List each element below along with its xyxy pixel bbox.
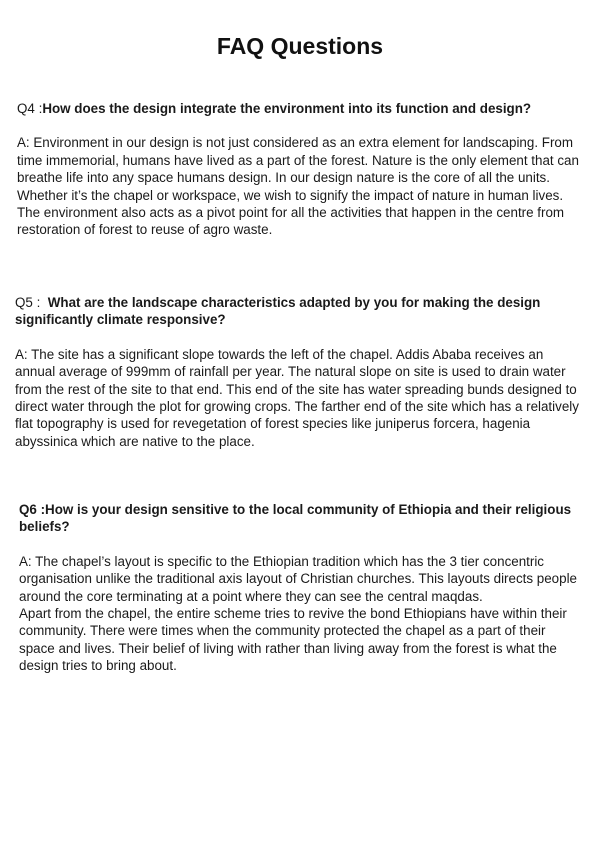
question-text: How does the design integrate the environment into its function and design? xyxy=(42,101,532,116)
faq-answer: A: Environment in our design is not just considered as an extra element for landscaping. From time immemorial, humans have lived as a part of the forest. Nature is the only element that can breathe life into any space humans design. In our design nature is the core of all the units. Whether it’s the chapel or workspace, we wish to signify the impact of nature in human lives. The environment also acts as a pivot point for all the activities that happen in the centre from restoration of forest to reuse of agro waste. xyxy=(17,135,579,238)
faq-answer-continued: Apart from the chapel, the entire scheme tries to revive the bond Ethiopians have within their community. There were times when the community protected the chapel as a part of their space and lives. Their belief of living with rather than living away from the forest is what the design tries to bring about. xyxy=(19,606,567,674)
question-number: Q5 : xyxy=(15,295,48,310)
question-text: What are the landscape characteristics adapted by you for making the design significantly climate responsive? xyxy=(15,295,541,328)
faq-item-q5 xyxy=(15,294,583,450)
faq-question xyxy=(17,100,583,117)
faq-item-q4 xyxy=(17,100,583,239)
faq-answer: A: The site has a significant slope towards the left of the chapel. Addis Ababa receives an annual average of 999mm of rainfall per year. The natural slope on site is used to drain water from the rest of the site to that end. This end of the site has water spreading bunds designed to direct water through the plot for growing crops. The farther end of the site which has a relatively flat topography is used for revegetation of forest species like juniperus forcera, hagenia abyssinica which are native to the place. xyxy=(15,346,579,449)
faq-item-q6 xyxy=(19,501,583,675)
question-number: Q6 : xyxy=(19,502,46,517)
faq-question xyxy=(19,501,583,536)
question-number: Q4 : xyxy=(17,101,43,116)
faq-answer: A: The chapel’s layout is specific to the Ethiopian tradition which has the 3 tier concentric organisation unlike the traditional axis layout of Christian churches. This layouts directs people around the core terminating at a point where they can see the central maqdas. xyxy=(19,553,577,604)
page-title: FAQ Questions xyxy=(216,33,384,59)
faq-question xyxy=(15,294,583,329)
question-text: How is your design sensitive to the local community of Ethiopia and their religious beliefs? xyxy=(19,502,572,535)
